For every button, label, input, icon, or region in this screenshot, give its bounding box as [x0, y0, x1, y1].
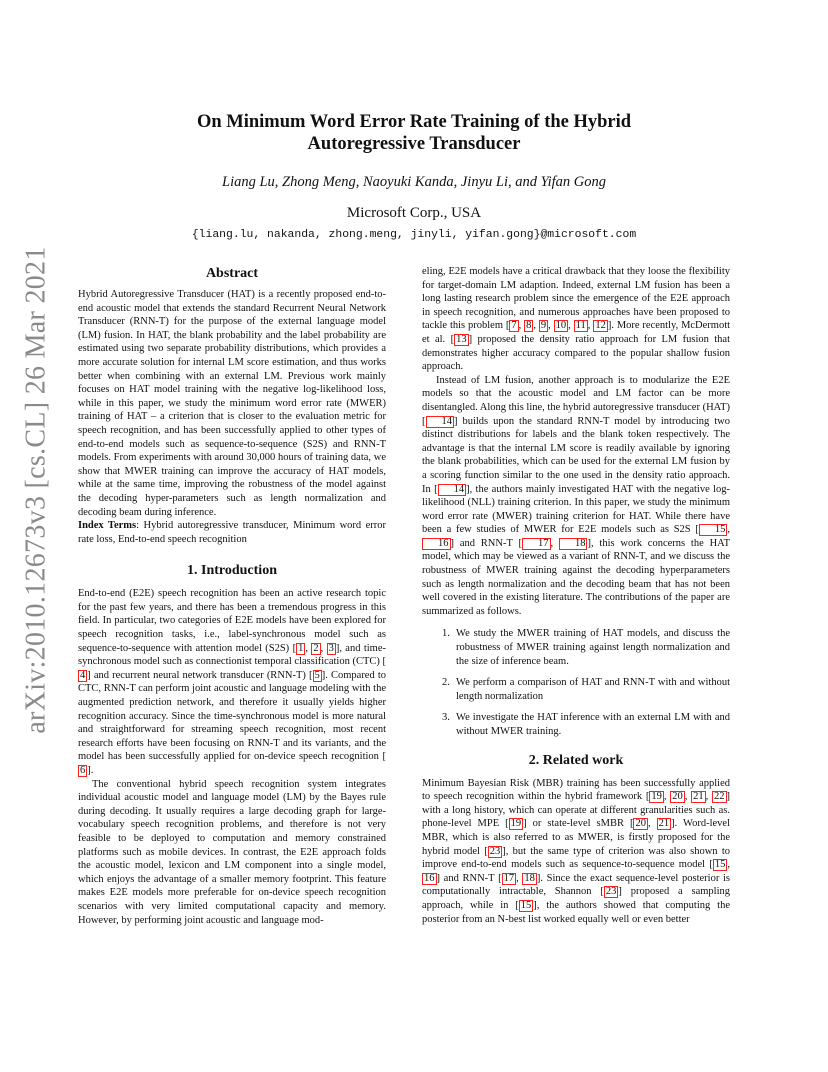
text-run: eling, E2E models have a critical drawback that they loose the flexibility for target-domain LM adaption. Indeed, external LM fusion has been a long lasting research problem since the emergence of the E2E approach in speech recognition, and numerous approaches have been proposed to tackle this problem	[422, 266, 730, 332]
citation-link[interactable]: 23	[605, 886, 617, 898]
title-line-1: On Minimum Word Error Rate Training of the Hybrid	[196, 112, 632, 132]
citation-link[interactable]: 12	[595, 320, 606, 332]
text-run: and RNN-T	[454, 537, 519, 549]
citation-link[interactable]: 20	[635, 818, 646, 830]
citation-link[interactable]: 6	[80, 765, 86, 776]
intro-paragraph-1: End-to-end (E2E) speech recognition has been an active research topic for the past few years, and there has been a tremendous progress in this field. In particular, two categories of E2E models have been explored for speech recognition tasks, i.e., label-synchronous model such as sequence-to-sequence with attention model (S2S) [ 1 , 2 , 3 ], and time-synchronous model such as connectionist temporal classification (CTC) [4 ] and recurrent neural network transducer (RNN-T) [ 5 ]. Compared to CTC, RNN-T can perform joint acoustic and language modeling with the augmented prediction network, and therefore it usually yields higher recognition accuracy. Since the time-synchronous model is more natural and straightforward for streaming speech recognition, most recent research efforts have been focusing on RNN-T and its variants, and the model has been successfully applied for on-device speech recognition [6 ].	[78, 588, 386, 776]
text-run: . More recently, McDermott et al.	[422, 320, 731, 345]
list-item	[422, 711, 730, 738]
list-item	[422, 676, 730, 703]
text-run: proposed a sampling approach, while in	[422, 886, 731, 911]
introduction-heading: 1. Introduction	[187, 563, 277, 579]
citation-link[interactable]: 15	[520, 899, 532, 911]
citation-link[interactable]: 21	[658, 818, 670, 830]
list-item-number: 1.	[442, 628, 450, 640]
citation-link[interactable]: 15	[714, 859, 726, 871]
citation-link[interactable]: 16	[422, 538, 451, 550]
author-list: Liang Lu, Zhong Meng, Naoyuki Kanda, Jinyu Li, and Yifan Gong	[222, 174, 606, 190]
index-terms-text: : Hybrid autoregressive transducer, Minimum word error rate loss, End-to-end speech recognition	[78, 520, 386, 545]
title-line-2: Autoregressive Transducer	[307, 134, 521, 154]
abstract-heading: Abstract	[205, 266, 259, 281]
text-run: , this work concerns the HAT model, which may be viewed as a variant of RNN-T, and we discuss the robustness of MWER training against the decoding hyperparameters such as length normalization and the decoding beam that has not been well covered in the existing literature. The contributions of the paper are summarized as follows.	[422, 537, 730, 617]
citation-link[interactable]: 17	[522, 538, 551, 550]
intro-paragraph-2: The conventional hybrid speech recognition system integrates individual acoustic model and language model (LM) by the Bayes rule during decoding. It usually requires a large decoding graph for large-vocabulary speech recognition problems, and therefore is not very feasible to be deployed to computation and memory constrained platforms such as mobile devices. In contrast, the E2E approach folds the acoustic model, lexicon and LM component into a single model, which enjoys the advantage of a smaller memory footprint. This feature makes E2E models more preferable for on-device speech recognition scenarios with very limited computational capacity and memory. However, by performing joint acoustic and language mod-	[78, 778, 386, 926]
text-run: and RNN-T	[440, 872, 499, 884]
citation-link[interactable]: 7	[511, 320, 517, 332]
citation-link[interactable]: 20	[672, 791, 683, 803]
text-run: Instead of LM fusion, another approach is to modularize the E2E models so that the acoustic model and LM factor can be more disentangled. Along this line, the hybrid autoregressive transducer (HAT)	[422, 374, 730, 413]
text-run: . Compared to CTC, RNN-T can perform joint acoustic and language modeling with the augmented prediction network, and therefore it usually yields higher recognition accuracy. Since the time-synchronous model is more natural and straightforward for streaming speech recognition, most recent research efforts have been focusing on RNN-T and its variants, and the model has been successfully applied for on-device speech recognition	[78, 669, 386, 763]
intro-paragraph-4: Instead of LM fusion, another approach is to modularize the E2E models so that the acoustic model and LM factor can be more disentangled. Along this line, the hybrid autoregressive transducer (HAT) [ 14 ] builds upon the standard RNN-T model by introducing two distinct distributions for labels and the blank token respectively. The advantage is that the internal LM score is readily available by ignoring the blank probabilities, which can be used for the external LM fusion by a scoring function similar to the one used in the density ratio approach. In [ 14 ], the authors mainly investigated HAT with the negative log-likelihood (NLL) training criterion. In this paper, we study the minimum word error rate (MWER) training criterion for HAT. While there have been a few studies of MWER for E2E models such as S2S [ 15 , 16 ] and RNN-T [ 17 , 18 ], this work concerns the HAT model, which may be viewed as a variant of RNN-T, and we discuss the robustness of MWER training against the decoding hyperparameters such as length normalization and the decoding beam that has not been well covered in the existing literature. The contributions of the paper are summarized as follows.	[422, 374, 730, 617]
citation-link[interactable]: 2	[313, 642, 319, 654]
citation-link[interactable]: 9	[540, 320, 547, 332]
text-run: Minimum Bayesian Risk (MBR) training has been successfully applied to speech recognition within the hybrid framework	[422, 777, 730, 803]
text-run: or state-level sMBR	[526, 818, 630, 830]
text-run: with a long history, which can operate at different granularities such as. phone-level MPE	[422, 804, 730, 830]
text-run: .	[90, 765, 94, 776]
right-column	[422, 265, 730, 926]
related-work-heading: 2. Related work	[528, 752, 624, 768]
citation-link[interactable]: 10	[555, 320, 567, 332]
citation-link[interactable]: 13	[456, 333, 467, 345]
author-emails: {liang.lu, nakanda, zhong.meng, jinyli, yifan.gong}@microsoft.com	[191, 229, 637, 241]
citation-link[interactable]: 11	[575, 320, 586, 332]
list-item	[422, 627, 730, 668]
arxiv-identifier: arXiv:2010.12673v3 [cs.CL] 26 Mar 2021	[21, 246, 52, 734]
contributions-list	[422, 627, 730, 738]
citation-link[interactable]: 18	[559, 538, 588, 550]
citation-link[interactable]: 18	[524, 872, 535, 884]
list-item-number: 2.	[442, 677, 450, 689]
citation-link[interactable]: 1	[298, 642, 304, 654]
list-item-text: We investigate the HAT inference with an external LM with and without MWER training.	[456, 712, 730, 737]
text-run: , and time-synchronous model such as connectionist temporal classification (CTC)	[78, 642, 386, 668]
text-run: End-to-end (E2E) speech recognition has been an active research topic for the past few years, and there has been a tremendous progress in this field. In particular, two categories of E2E models have been explored for speech recognition tasks, i.e., label-synchronous model such as sequence-to-sequence with attention model (S2S)	[78, 588, 386, 654]
citation-link[interactable]: 17	[503, 872, 515, 884]
text-run: and recurrent neural network transducer (RNN-T)	[90, 669, 309, 681]
affiliation: Microsoft Corp., USA	[346, 205, 482, 221]
citation-link[interactable]: 19	[510, 818, 522, 830]
text-run: . Since the exact sequence-level posterior is computationally intractable, Shannon	[422, 872, 730, 898]
list-item-text: We study the MWER training of HAT models, and discuss the robustness of MWER training against length normalization and the size of inference beam.	[456, 628, 730, 667]
citation-link[interactable]: 23	[489, 845, 501, 857]
citation-link[interactable]: 19	[651, 791, 662, 803]
index-terms-label: Index Terms	[78, 520, 137, 532]
text-run: . Word-level MBR, which is also referred to as MWER, is firstly proposed for the hybrid model	[422, 818, 730, 857]
list-item-text: We perform a comparison of HAT and RNN-T with and without length normalization	[456, 677, 730, 702]
citation-link[interactable]: 3	[328, 642, 334, 654]
citation-link[interactable]: 22	[714, 791, 725, 803]
paper-title	[0, 111, 828, 155]
text-run: , but the same type of criterion was also shown to improve end-to-end models such as sequence-to-sequence model	[422, 845, 730, 871]
abstract-text: Hybrid Autoregressive Transducer (HAT) is a recently proposed end-to-end acoustic model that extends the standard Recurrent Neural Network Transducer (RNN-T) for the purpose of the external language model (LM) fusion. In HAT, the blank probability and the label probability are estimated using two separate probability distributions, which provides a more accurate solution for internal LM score estimation, and thus works better when combining with an external LM. Previous work mainly focuses on HAT model training with the negative log-likelihood loss, while in this paper, we study the minimum word error rate (MWER) training of HAT – a criterion that is closer to the evaluation metric for speech recognition, and has been successfully applied to other types of end-to-end models such as sequence-to-sequence (S2S) and RNN-T models. From experiments with around 30,000 hours of training data, we show that MWER training can improve the accuracy of HAT models, while at the same time, improving the robustness of the model against the decoding hyper-parameters such as length normalization and decoding beam during inference.	[78, 289, 386, 518]
citation-link[interactable]: 16	[424, 872, 435, 884]
text-run: builds upon the standard RNN-T model by introducing two distinct distributions for labels and the blank token respectively. The advantage is that the internal LM score is readily available by ignoring the blank probabilities, which can be used for the external LM fusion by a scoring function similar to the one used in the density ratio approach. In	[422, 415, 730, 495]
left-column	[78, 265, 386, 927]
citation-link[interactable]: 21	[693, 791, 704, 803]
text-run: , the authors mainly investigated HAT with the negative log-likelihood (NLL) training criterion. In this paper, we study the minimum word error rate (MWER) training criterion for HAT. While there have been a few studies of MWER for E2E models such as S2S	[422, 483, 730, 536]
arxiv-stamp	[20, 246, 54, 734]
citation-link[interactable]: 4	[80, 669, 86, 681]
text-run: proposed the density ratio approach for LM fusion that demonstrates higher accuracy compared to the popular shallow fusion approach.	[422, 333, 731, 373]
related-paragraph-1: Minimum Bayesian Risk (MBR) training has been successfully applied to speech recognition within the hybrid framework [ 19 , 20 , 21 , 22 ] with a long history, which can operate at different granularities such as. phone-level MPE [ 19 ] or state-level sMBR [ 20 , 21 ]. Word-level MBR, which is also referred to as MWER, is firstly proposed for the hybrid model [ 23 ], but the same type of criterion was also shown to improve end-to-end models such as sequence-to-sequence model [ 15 , 16 ] and RNN-T [ 17 , 18 ]. Since the exact sequence-level posterior is computationally intractable, Shannon [ 23 ] proposed a sampling approach, while in [ 15 ], the authors showed that computing the posterior from an N-best list worked equally well or even better	[422, 777, 731, 925]
list-item-number: 3.	[442, 712, 450, 724]
citation-link[interactable]: 8	[526, 320, 532, 332]
citation-link[interactable]: 14	[426, 416, 455, 428]
index-terms	[78, 519, 386, 546]
citation-link[interactable]: 5	[314, 669, 320, 681]
citation-link[interactable]: 15	[699, 524, 728, 536]
text-run: , the authors showed that computing the posterior from an N-best list worked equally well or even better	[422, 899, 730, 925]
intro-paragraph-3: eling, E2E models have a critical drawback that they loose the flexibility for target-domain LM adaption. Indeed, external LM fusion has been a long lasting research problem since the emergence of the E2E approach in speech recognition, and numerous approaches have been proposed to tackle this problem [ 7 , 8 , 9 , 10 , 11 , 12 ]. More recently, McDermott et al. [ 13 ] proposed the density ratio approach for LM fusion that demonstrates higher accuracy compared to the popular shallow fusion approach.	[422, 266, 731, 373]
citation-link[interactable]: 14	[438, 484, 467, 496]
